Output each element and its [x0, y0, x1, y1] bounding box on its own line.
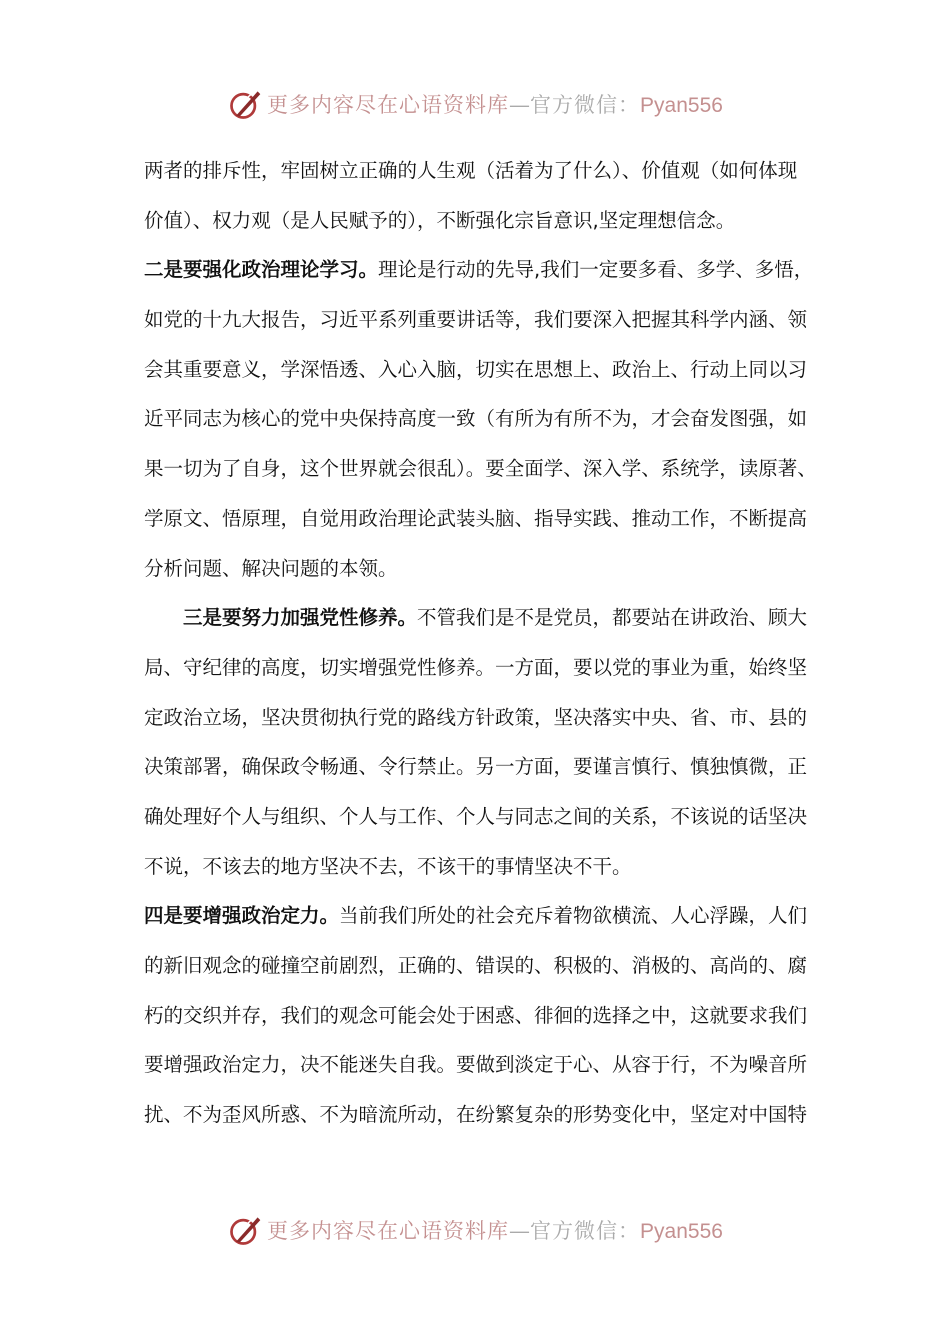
watermark-separator: — [509, 1219, 531, 1243]
text-line [144, 494, 806, 544]
watermark-prefix: 更多内容尽在心语资料库 [267, 1219, 510, 1243]
text-line [144, 1090, 806, 1140]
text-line [144, 593, 806, 643]
text-line [144, 742, 806, 792]
text-line [144, 345, 806, 395]
line-text: 学原文、悟原理，自觉用政治理论武装头脑、指导实践、推动工作，不断提高 [144, 506, 808, 530]
footer-watermark [0, 1208, 950, 1252]
watermark-text [267, 89, 723, 119]
line-text: 决策部署，确保政令畅通、令行禁止。另一方面，要谨言慎行、慎独慎微，正 [144, 755, 808, 779]
text-line [144, 941, 806, 991]
line-text: 要增强政治定力，决不能迷失自我。要做到淡定于心、从容于行，不为噪音所 [144, 1053, 808, 1077]
line-text: 朽的交织并存，我们的观念可能会处于困惑、徘徊的选择之中，这就要求我们 [144, 1003, 808, 1027]
line-text: 两者的排斥性，牢固树立正确的人生观（活着为了什么）、价值观（如何体现 [144, 159, 798, 182]
line-text: 理论是行动的先导,我们一定要多看、多学、多悟， [378, 258, 814, 282]
text-line [144, 444, 817, 494]
line-text: 果一切为了自身，这个世界就会很乱）。要全面学、深入学、系统学，读原著、 [144, 457, 817, 481]
section-heading: 四是要增强政治定力。 [144, 904, 340, 928]
watermark-label: 官方微信： [530, 93, 641, 117]
section-heading: 二是要强化政治理论学习。 [144, 258, 379, 282]
text-line [144, 394, 806, 444]
line-text: 扰、不为歪风所惑、不为暗流所动，在纷繁复杂的形势变化中，坚定对中国特 [144, 1103, 808, 1127]
watermark-text [267, 1215, 723, 1245]
text-line [144, 842, 806, 892]
section-heading: 三是要努力加强党性修养。 [183, 606, 418, 630]
text-line [144, 146, 806, 196]
line-text: 当前我们所处的社会充斥着物欲横流、人心浮躁，人们 [339, 904, 808, 928]
line-text: 会其重要意义，学深悟透、入心入脑，切实在思想上、政治上、行动上同以习 [144, 357, 808, 381]
line-text: 局、守纪律的高度，切实增强党性修养。一方面，要以党的事业为重，始终坚 [144, 655, 808, 679]
watermark-prefix: 更多内容尽在心语资料库 [267, 93, 510, 117]
quill-logo-icon [227, 1212, 263, 1248]
document-body [144, 146, 817, 1140]
line-text: 价值）、权力观（是人民赋予的），不断强化宗旨意识,坚定理想信念。 [144, 208, 736, 232]
text-line [144, 245, 814, 295]
line-text: 近平同志为核心的党中央保持高度一致（有所为有所不为，才会奋发图强，如 [144, 407, 808, 431]
text-line [144, 991, 806, 1041]
line-text: 如党的十九大报告，习近平系列重要讲话等，我们要深入把握其科学内涵、领 [144, 308, 808, 332]
line-text: 分析问题、解决问题的本领。 [144, 556, 398, 580]
quill-logo-icon [227, 86, 263, 122]
header-watermark [0, 82, 950, 126]
text-line [144, 643, 806, 693]
watermark-wechat-id: Pyan556 [640, 1220, 723, 1243]
line-text: 定政治立场，坚决贯彻执行党的路线方针政策，坚决落实中央、省、市、县的 [144, 705, 808, 729]
line-text: 确处理好个人与组织、个人与工作、个人与同志之间的关系，不该说的话坚决 [144, 804, 808, 828]
watermark-separator: — [509, 93, 531, 117]
text-line [144, 891, 806, 941]
text-line [144, 1040, 806, 1090]
text-line [144, 693, 806, 743]
line-text: 不管我们是不是党员，都要站在讲政治、顾大 [417, 606, 808, 630]
watermark-label: 官方微信： [530, 1219, 641, 1243]
text-line [144, 544, 806, 594]
text-line [144, 295, 806, 345]
line-text: 的新旧观念的碰撞空前剧烈，正确的、错误的、积极的、消极的、高尚的、腐 [144, 954, 808, 977]
line-text: 不说，不该去的地方坚决不去，不该干的事情坚决不干。 [144, 854, 632, 878]
watermark-wechat-id: Pyan556 [640, 94, 723, 117]
text-line [144, 792, 806, 842]
text-line [144, 196, 806, 246]
